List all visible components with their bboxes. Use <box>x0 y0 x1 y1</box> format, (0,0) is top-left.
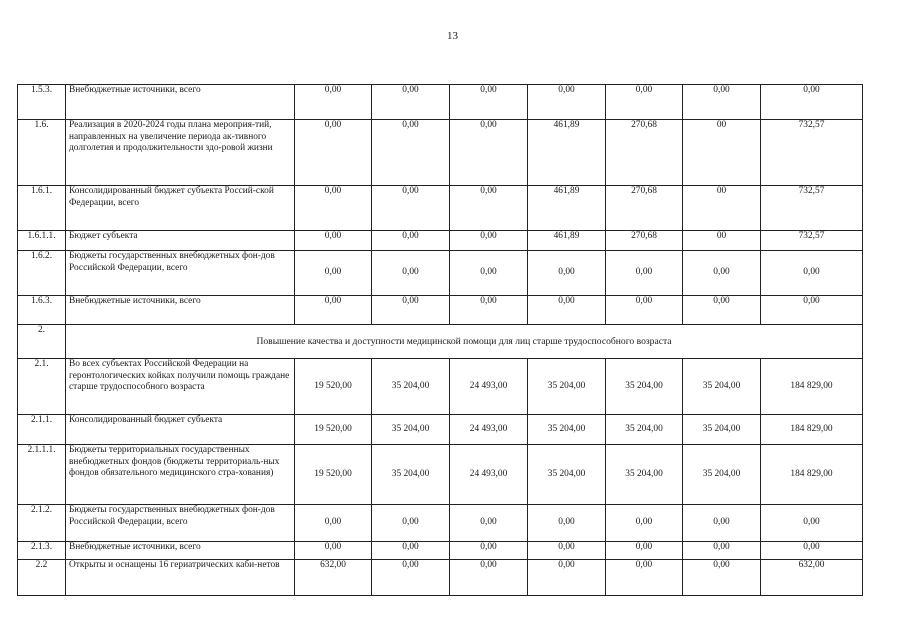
row-code: 2.1.1.1. <box>18 445 66 505</box>
value-cell: 0,00 <box>372 251 450 296</box>
table-row <box>18 85 863 120</box>
value-cell: 0,00 <box>606 560 683 596</box>
value-cell: 0,00 <box>450 560 528 596</box>
value-cell: 0,00 <box>295 120 372 186</box>
row-name: Реализация в 2020-2024 годы плана мероприя-тий, направленных на увеличение периода ак-тивного долголетия и продолжительности здо-ровой жизни <box>66 120 295 186</box>
value-cell: 19 520,00 <box>295 415 372 445</box>
value-cell: 461,89 <box>528 231 606 251</box>
row-code: 1.6. <box>18 120 66 186</box>
value-cell: 0,00 <box>450 505 528 542</box>
row-name: Бюджеты территориальных государственных внебюджетных фондов (бюджеты территориаль-ных фондов обязательного медицинского стра-хования) <box>66 445 295 505</box>
value-cell: 184 829,00 <box>761 445 863 505</box>
value-cell: 270,68 <box>606 231 683 251</box>
page-number: 13 <box>447 30 458 42</box>
budget-table <box>17 84 863 596</box>
value-cell: 35 204,00 <box>528 359 606 415</box>
section-title: Повышение качества и доступности медицинской помощи для лиц старше трудоспособного возраста <box>66 325 863 359</box>
value-cell: 0,00 <box>295 231 372 251</box>
table-row <box>18 231 863 251</box>
value-cell: 0,00 <box>528 251 606 296</box>
row-name: Внебюджетные источники, всего <box>66 296 295 325</box>
value-cell: 0,00 <box>528 542 606 560</box>
row-code: 1.5.3. <box>18 85 66 120</box>
table-row <box>18 505 863 542</box>
value-cell: 00 <box>683 120 761 186</box>
value-cell: 0,00 <box>606 296 683 325</box>
value-cell: 0,00 <box>761 542 863 560</box>
value-cell: 0,00 <box>450 296 528 325</box>
value-cell: 0,00 <box>372 186 450 231</box>
value-cell: 0,00 <box>295 296 372 325</box>
value-cell: 461,89 <box>528 120 606 186</box>
value-cell: 0,00 <box>450 85 528 120</box>
value-cell: 35 204,00 <box>372 359 450 415</box>
value-cell: 35 204,00 <box>683 445 761 505</box>
value-cell: 0,00 <box>683 560 761 596</box>
value-cell: 0,00 <box>606 85 683 120</box>
value-cell: 732,57 <box>761 186 863 231</box>
value-cell: 35 204,00 <box>606 359 683 415</box>
row-code: 2.1.1. <box>18 415 66 445</box>
value-cell: 0,00 <box>761 296 863 325</box>
table-row <box>18 445 863 505</box>
value-cell: 0,00 <box>528 296 606 325</box>
row-name: Консолидированный бюджет субъекта <box>66 415 295 445</box>
table-row <box>18 560 863 596</box>
value-cell: 0,00 <box>372 560 450 596</box>
table-row <box>18 186 863 231</box>
value-cell: 632,00 <box>295 560 372 596</box>
row-code: 2.2 <box>18 560 66 596</box>
value-cell: 0,00 <box>295 505 372 542</box>
value-cell: 19 520,00 <box>295 359 372 415</box>
row-code: 2. <box>18 325 66 359</box>
row-code: 1.6.1. <box>18 186 66 231</box>
row-name: Бюджет субъекта <box>66 231 295 251</box>
value-cell: 0,00 <box>606 505 683 542</box>
value-cell: 00 <box>683 186 761 231</box>
value-cell: 0,00 <box>372 120 450 186</box>
value-cell: 35 204,00 <box>528 415 606 445</box>
value-cell: 0,00 <box>372 542 450 560</box>
value-cell: 00 <box>683 231 761 251</box>
row-name: Во всех субъектах Российской Федерации на геронтологических койках получили помощь граждане старше трудоспособного возраста <box>66 359 295 415</box>
value-cell: 0,00 <box>606 251 683 296</box>
value-cell: 35 204,00 <box>683 359 761 415</box>
value-cell: 0,00 <box>450 186 528 231</box>
value-cell: 0,00 <box>606 542 683 560</box>
value-cell: 0,00 <box>683 251 761 296</box>
value-cell: 732,57 <box>761 231 863 251</box>
table-row <box>18 120 863 186</box>
value-cell: 0,00 <box>372 231 450 251</box>
table-row <box>18 251 863 296</box>
value-cell: 35 204,00 <box>372 445 450 505</box>
value-cell: 35 204,00 <box>372 415 450 445</box>
value-cell: 0,00 <box>683 542 761 560</box>
row-code: 2.1. <box>18 359 66 415</box>
value-cell: 0,00 <box>761 251 863 296</box>
value-cell: 35 204,00 <box>606 445 683 505</box>
value-cell: 0,00 <box>528 505 606 542</box>
row-name: Внебюджетные источники, всего <box>66 85 295 120</box>
value-cell: 732,57 <box>761 120 863 186</box>
row-name: Открыты и оснащены 16 гериатрических каби-нетов <box>66 560 295 596</box>
row-name: Консолидированный бюджет субъекта Россий-ской Федерации, всего <box>66 186 295 231</box>
value-cell: 0,00 <box>372 85 450 120</box>
value-cell: 24 493,00 <box>450 445 528 505</box>
value-cell: 0,00 <box>295 251 372 296</box>
value-cell: 0,00 <box>372 505 450 542</box>
value-cell: 0,00 <box>450 231 528 251</box>
value-cell: 35 204,00 <box>606 415 683 445</box>
row-code: 1.6.1.1. <box>18 231 66 251</box>
row-name: Бюджеты государственных внебюджетных фон-дов Российской Федерации, всего <box>66 251 295 296</box>
value-cell: 0,00 <box>450 542 528 560</box>
value-cell: 0,00 <box>528 560 606 596</box>
row-name: Внебюджетные источники, всего <box>66 542 295 560</box>
table-row <box>18 359 863 415</box>
row-code: 1.6.2. <box>18 251 66 296</box>
value-cell: 0,00 <box>528 85 606 120</box>
table-row <box>18 296 863 325</box>
value-cell: 632,00 <box>761 560 863 596</box>
value-cell: 24 493,00 <box>450 359 528 415</box>
row-code: 1.6.3. <box>18 296 66 325</box>
value-cell: 0,00 <box>761 505 863 542</box>
value-cell: 461,89 <box>528 186 606 231</box>
value-cell: 19 520,00 <box>295 445 372 505</box>
value-cell: 0,00 <box>683 505 761 542</box>
row-code: 2.1.2. <box>18 505 66 542</box>
value-cell: 0,00 <box>295 85 372 120</box>
value-cell: 0,00 <box>761 85 863 120</box>
value-cell: 0,00 <box>450 120 528 186</box>
table-row <box>18 325 863 359</box>
value-cell: 0,00 <box>372 296 450 325</box>
table-row <box>18 542 863 560</box>
value-cell: 35 204,00 <box>683 415 761 445</box>
value-cell: 270,68 <box>606 186 683 231</box>
value-cell: 184 829,00 <box>761 415 863 445</box>
value-cell: 0,00 <box>683 296 761 325</box>
row-code: 2.1.3. <box>18 542 66 560</box>
value-cell: 35 204,00 <box>528 445 606 505</box>
value-cell: 0,00 <box>295 186 372 231</box>
row-name: Бюджеты государственных внебюджетных фон-дов Российской Федерации, всего <box>66 505 295 542</box>
value-cell: 0,00 <box>683 85 761 120</box>
table-row <box>18 415 863 445</box>
value-cell: 0,00 <box>450 251 528 296</box>
value-cell: 0,00 <box>295 542 372 560</box>
value-cell: 24 493,00 <box>450 415 528 445</box>
value-cell: 270,68 <box>606 120 683 186</box>
value-cell: 184 829,00 <box>761 359 863 415</box>
